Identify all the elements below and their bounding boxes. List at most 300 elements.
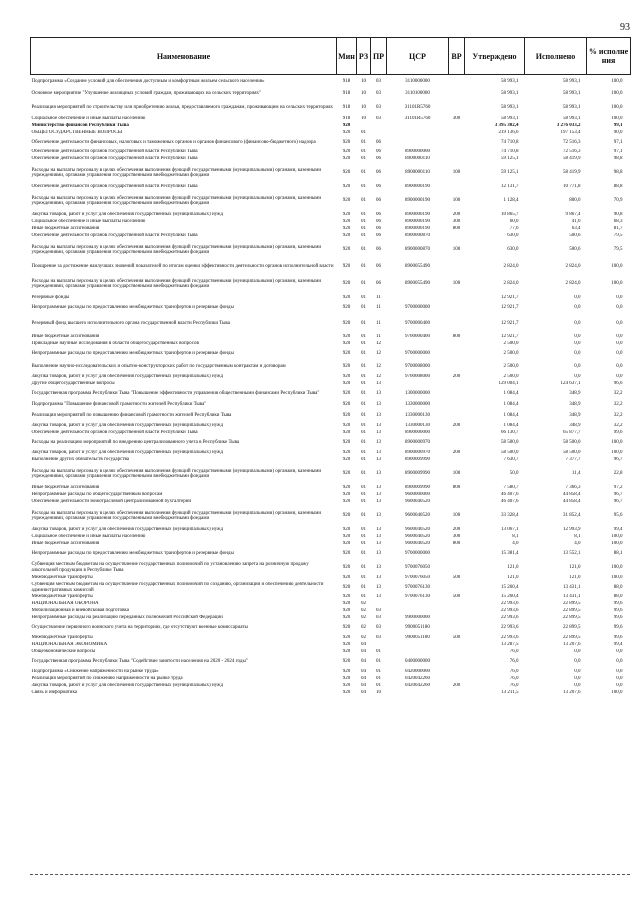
cell-csr: 9600040520: [405, 527, 430, 533]
cell-vr: [449, 315, 465, 334]
cell-min: 920: [342, 233, 351, 239]
cell-pr: 13: [376, 492, 381, 498]
cell-percent: 0,0: [616, 321, 623, 327]
cell-pr: 03: [376, 608, 381, 614]
cell-percent: 79,5: [613, 233, 623, 239]
cell-pr: 12: [376, 351, 381, 357]
cell-vr: [449, 137, 465, 149]
cell-csr: 1330000130: [405, 423, 430, 429]
cell-name: Субвенция местным бюджетам на осуществление государственных полномочий по созданию, организации и обеспечению деятельности административных комиссий: [31, 582, 324, 593]
cell-min: 920: [342, 430, 351, 436]
cell-vr: [449, 437, 465, 450]
cell-min: 920: [342, 247, 351, 253]
cell-min: 918: [342, 105, 351, 111]
cell-approved: 15 381,4: [501, 551, 519, 557]
table-row: [31, 75, 631, 88]
cell-csr: 9700000400: [405, 334, 430, 340]
cell-vr: 100: [452, 247, 461, 253]
cell-pr: 13: [376, 413, 381, 419]
table-row: [31, 123, 631, 130]
cell-percent: 96,6: [613, 381, 623, 387]
cell-approved: 22 993,6: [501, 635, 519, 641]
cell-pr: 01: [376, 676, 381, 682]
cell-pr: 13: [376, 584, 381, 590]
cell-approved: 2 824,0: [503, 264, 519, 270]
table-row: [31, 240, 631, 261]
cell-csr: 8900055490: [405, 264, 430, 270]
cell-name: Реализация мероприятий по снижению напряженности на рынке труда: [31, 676, 183, 682]
header-vr: ВР: [449, 38, 465, 75]
cell-percent: 97,1: [613, 139, 623, 145]
cell-vr: [449, 430, 465, 437]
cell-name: Резервный фонд высшего исполнительного органа государственной власти Республики Тыва: [31, 321, 230, 327]
cell-name: Мобилизационная и вневойсковая подготовка: [31, 608, 130, 614]
cell-approved: 58 993,1: [501, 91, 519, 97]
cell-percent: 100,0: [611, 281, 623, 287]
cell-name: Подпрограмма "Повышение финансовой грамотности жителей Республики Тыва": [31, 401, 207, 407]
table-row: [31, 669, 631, 676]
cell-pr: 06: [376, 264, 381, 270]
cell-executed: 22 899,5: [563, 615, 581, 621]
cell-executed: 0,0: [574, 649, 581, 655]
cell-min: 920: [342, 139, 351, 145]
cell-approved: 13 287,5: [501, 642, 519, 648]
cell-percent: 0,0: [616, 676, 623, 682]
cell-executed: 121,0: [569, 575, 581, 581]
cell-csr: 0420042260: [405, 683, 430, 689]
cell-min: 920: [342, 440, 351, 446]
cell-vr: 100: [452, 170, 461, 176]
cell-rz: 01: [361, 334, 366, 340]
cell-approved: 7 630,7: [503, 457, 519, 463]
table-row: [31, 437, 631, 450]
cell-executed: 58 419,9: [563, 156, 581, 162]
cell-min: 920: [342, 457, 351, 463]
cell-vr: [449, 561, 465, 575]
cell-percent: 100,0: [611, 116, 623, 122]
table-row: [31, 430, 631, 437]
cell-approved: 58 500,0: [501, 440, 519, 446]
cell-csr: 8900009990: [405, 485, 430, 491]
cell-name: Обеспечение деятельности межотраслевой централизованной бухгалтерии: [31, 499, 192, 505]
cell-approved: 1 084,4: [503, 423, 519, 429]
cell-pr: 03: [376, 91, 381, 97]
cell-pr: 13: [376, 471, 381, 477]
cell-min: 920: [342, 564, 351, 570]
cell-pr: 12: [376, 341, 381, 347]
cell-min: 920: [342, 295, 351, 301]
cell-csr: 8900000000: [405, 430, 430, 436]
cell-vr: 300: [452, 219, 461, 225]
cell-csr: [387, 601, 449, 608]
cell-approved: 76,0: [509, 649, 519, 655]
cell-name: Непрограммные расходы по общегосударственным вопросам: [31, 492, 163, 498]
cell-csr: 0420042260: [405, 676, 430, 682]
cell-vr: [449, 499, 465, 506]
cell-csr: 0420000000: [405, 669, 430, 675]
cell-approved: 121,0: [507, 564, 519, 570]
table-row: [31, 541, 631, 548]
cell-vr: [449, 295, 465, 302]
header-percent: % исполне ния: [587, 38, 631, 75]
cell-approved: 66 130,7: [501, 430, 519, 436]
cell-percent: 100,0: [611, 564, 623, 570]
cell-executed: 65 877,7: [563, 430, 581, 436]
cell-csr: [387, 690, 449, 697]
table-row: [31, 534, 631, 541]
cell-approved: 129 004,1: [498, 381, 519, 387]
table-row: [31, 464, 631, 485]
cell-csr: 8900009990: [405, 457, 430, 463]
cell-pr: 13: [376, 527, 381, 533]
cell-vr: 500: [452, 575, 461, 581]
cell-csr: 9700076130: [405, 584, 430, 590]
cell-approved: 7 580,7: [503, 485, 519, 491]
cell-executed: 13 431,1: [563, 594, 581, 600]
cell-pr: 10: [376, 690, 381, 696]
table-row: [31, 191, 631, 212]
cell-percent: 97,2: [613, 485, 623, 491]
cell-name: Обеспечение деятельности органов государственной власти Республики Тыва: [31, 233, 198, 239]
cell-min: 920: [342, 690, 351, 696]
table-row: [31, 274, 631, 295]
cell-rz: 04: [361, 649, 366, 655]
cell-executed: 58 500,0: [563, 440, 581, 446]
cell-executed: 44 858,4: [563, 499, 581, 505]
header-csr: ЦСР: [387, 38, 449, 75]
cell-vr: [449, 75, 465, 88]
cell-approved: 76,0: [509, 676, 519, 682]
cell-pr: 12: [376, 364, 381, 370]
cell-vr: [449, 381, 465, 388]
cell-min: 920: [342, 669, 351, 675]
cell-min: 920: [342, 551, 351, 557]
cell-name: Связь и информатика: [31, 690, 78, 696]
table-row: [31, 450, 631, 457]
cell-rz: 01: [361, 184, 366, 190]
cell-pr: 06: [376, 233, 381, 239]
cell-executed: 348,9: [569, 390, 581, 396]
cell-percent: 96,7: [613, 457, 623, 463]
cell-approved: 8,1: [512, 534, 519, 540]
cell-name: НАЦИОНАЛЬНАЯ ЭКОНОМИКА: [31, 642, 108, 648]
cell-approved: 76,0: [509, 683, 519, 689]
cell-csr: 1330000000: [405, 401, 430, 407]
table-row: [31, 485, 631, 492]
cell-rz: 01: [361, 564, 366, 570]
cell-name: Прикладные научные исследования в области общегосударственных вопросов: [31, 341, 199, 347]
budget-execution-table: [30, 37, 631, 697]
cell-csr: 9900000000: [405, 615, 430, 621]
cell-vr: 500: [452, 594, 461, 600]
cell-name: Выполнение других обязательств государства: [31, 457, 130, 463]
cell-vr: [449, 676, 465, 683]
header-pr: ПР: [371, 38, 387, 75]
cell-pr: 06: [376, 212, 381, 218]
cell-min: 920: [342, 450, 351, 456]
cell-csr: 8900000190: [405, 184, 430, 190]
cell-executed: 22 899,5: [563, 601, 581, 607]
cell-rz: 02: [361, 635, 366, 641]
cell-pr: 03: [376, 78, 381, 84]
cell-min: 920: [342, 341, 351, 347]
cell-rz: 10: [361, 91, 366, 97]
cell-vr: 300: [452, 116, 461, 122]
table-row: [31, 506, 631, 527]
cell-approved: 22 993,6: [501, 615, 519, 621]
cell-approved: 630,0: [507, 233, 519, 239]
cell-vr: 800: [452, 541, 461, 547]
cell-csr: 8900055490: [405, 281, 430, 287]
cell-percent: 100,0: [611, 690, 623, 696]
cell-vr: 100: [452, 198, 461, 204]
cell-vr: [449, 410, 465, 423]
cell-executed: 0,0: [574, 659, 581, 665]
cell-min: 920: [342, 642, 351, 648]
cell-csr: 8900000970: [405, 440, 430, 446]
table-row: [31, 622, 631, 635]
cell-vr: 100: [452, 471, 461, 477]
cell-min: 920: [342, 492, 351, 498]
cell-csr: 9700076130: [405, 594, 430, 600]
cell-vr: [449, 492, 465, 499]
cell-csr: 8900000000: [405, 149, 430, 155]
cell-rz: 01: [361, 364, 366, 370]
cell-csr: [387, 649, 449, 656]
cell-vr: [449, 341, 465, 348]
cell-rz: 01: [361, 374, 366, 380]
cell-rz: 01: [361, 247, 366, 253]
cell-percent: 70,9: [613, 198, 623, 204]
cell-pr: 01: [376, 683, 381, 689]
cell-rz: 01: [361, 584, 366, 590]
cell-vr: [449, 649, 465, 656]
cell-csr: 8900000190: [405, 198, 430, 204]
table-row: [31, 388, 631, 400]
cell-name: Обеспечение деятельности органов государственной власти Республики Тыва: [31, 149, 198, 155]
cell-min: 920: [342, 281, 351, 287]
table-row: [31, 527, 631, 534]
cell-executed: 9 867,4: [565, 212, 581, 218]
cell-rz: 04: [361, 659, 366, 665]
cell-rz: 02: [361, 601, 366, 607]
cell-approved: 12 921,7: [501, 295, 519, 301]
cell-vr: 200: [452, 527, 461, 533]
cell-min: 918: [342, 116, 351, 122]
cell-min: 920: [342, 305, 351, 311]
cell-approved: 33 328,4: [501, 513, 519, 519]
cell-executed: 8,1: [574, 534, 581, 540]
table-row: [31, 212, 631, 219]
cell-percent: 90,8: [613, 212, 623, 218]
table-row: [31, 499, 631, 506]
table-row: [31, 374, 631, 381]
cell-approved: 58 993,1: [501, 105, 519, 111]
table-row: [31, 137, 631, 149]
cell-approved: 58 993,1: [501, 116, 519, 122]
cell-rz: 01: [361, 170, 366, 176]
cell-name: Выполнение научно-исследовательских и опытно-конструкторских работ по государственным контрактам и договорам: [31, 364, 286, 370]
cell-name: Социальное обеспечение и иные выплаты населению: [31, 116, 146, 122]
cell-pr: 13: [376, 499, 381, 505]
cell-csr: 9700008000: [405, 364, 430, 370]
table-row: [31, 575, 631, 582]
cell-approved: 74 710,8: [501, 139, 519, 145]
cell-percent: 68,3: [613, 219, 623, 225]
cell-pr: 06: [376, 226, 381, 232]
cell-min: 920: [342, 625, 351, 631]
cell-vr: 200: [452, 423, 461, 429]
cell-rz: 01: [361, 594, 366, 600]
cell-percent: 100,0: [611, 264, 623, 270]
cell-vr: [449, 669, 465, 676]
table-row: [31, 423, 631, 430]
cell-executed: 13 552,1: [563, 551, 581, 557]
cell-min: 920: [342, 608, 351, 614]
cell-vr: [449, 348, 465, 361]
table-row: [31, 219, 631, 226]
cell-pr: [371, 123, 387, 130]
cell-percent: 100,0: [611, 440, 623, 446]
cell-min: 920: [342, 413, 351, 419]
table-row: [31, 226, 631, 233]
cell-percent: 98,8: [613, 170, 623, 176]
cell-approved: 2 824,0: [503, 281, 519, 287]
table-row: [31, 594, 631, 601]
table-row: [31, 381, 631, 388]
cell-vr: [449, 601, 465, 608]
cell-percent: 88,0: [613, 594, 623, 600]
cell-percent: 0,0: [616, 295, 623, 301]
cell-rz: 01: [361, 295, 366, 301]
cell-name: Другие общегосударственные вопросы: [31, 381, 115, 387]
cell-approved: 12 921,7: [501, 334, 519, 340]
cell-csr: 8900000190: [405, 219, 430, 225]
cell-vr: [449, 457, 465, 464]
table-row: [31, 88, 631, 101]
cell-rz: 01: [361, 219, 366, 225]
cell-rz: 01: [361, 305, 366, 311]
cell-vr: 100: [452, 281, 461, 287]
cell-min: 920: [342, 264, 351, 270]
cell-executed: 0,0: [574, 683, 581, 689]
table-row: [31, 582, 631, 594]
cell-vr: [449, 608, 465, 615]
cell-percent: 96,7: [613, 492, 623, 498]
cell-min: 918: [342, 78, 351, 84]
cell-name: Расходы на выплаты персоналу в целях обеспечения выполнения функций государственными (муниципальными) органами, казенными учреждениями, органами управления государственными внебюджетными фондами: [31, 195, 322, 206]
cell-percent: 95,6: [613, 513, 623, 519]
cell-min: 920: [342, 364, 351, 370]
table-row: [31, 361, 631, 374]
cell-rz: 01: [361, 226, 366, 232]
cell-percent: 0,0: [616, 364, 623, 370]
cell-csr: 9600040520: [405, 534, 430, 540]
cell-min: 920: [342, 184, 351, 190]
cell-percent: 0,0: [616, 374, 623, 380]
cell-csr: [387, 137, 449, 149]
cell-pr: 11: [376, 334, 381, 340]
table-row: [31, 149, 631, 156]
cell-pr: 13: [376, 485, 381, 491]
cell-percent: 90,0: [613, 130, 623, 136]
cell-name: Непрограммные расходы по предоставлению межбюджетных трансфертов и резервные фонды: [31, 551, 234, 557]
cell-rz: 01: [361, 534, 366, 540]
cell-executed: 13 207,6: [563, 690, 581, 696]
cell-pr: 13: [376, 430, 381, 436]
cell-rz: 01: [361, 471, 366, 477]
cell-rz: 01: [361, 390, 366, 396]
cell-vr: [449, 123, 465, 130]
cell-name: Межбюджетные трансферты: [31, 594, 93, 600]
cell-percent: 100,0: [611, 541, 623, 547]
table-row: [31, 561, 631, 575]
cell-percent: 99,1: [613, 123, 623, 129]
cell-vr: 200: [452, 374, 461, 380]
cell-csr: 9700076050: [405, 575, 430, 581]
cell-min: 920: [342, 198, 351, 204]
cell-rz: 01: [361, 551, 366, 557]
header-name: Наименование: [31, 38, 337, 75]
cell-name: Закупка товаров, работ и услуг для обеспечения государственных (муниципальных) нужд: [31, 423, 224, 429]
cell-rz: 04: [361, 690, 366, 696]
cell-executed: 11,4: [571, 471, 581, 477]
cell-percent: 88,8: [613, 184, 623, 190]
cell-min: 920: [342, 513, 351, 519]
cell-percent: 97,1: [613, 149, 623, 155]
cell-pr: 06: [376, 149, 381, 155]
cell-vr: [449, 400, 465, 410]
table-row: [31, 457, 631, 464]
cell-rz: [357, 123, 371, 130]
cell-percent: 99,6: [613, 635, 623, 641]
cell-pr: 03: [376, 105, 381, 111]
cell-rz: 04: [361, 642, 366, 648]
table-row: [31, 649, 631, 656]
cell-executed: 0,0: [574, 334, 581, 340]
cell-pr: 13: [376, 450, 381, 456]
cell-name: Иные бюджетные ассигнования: [31, 334, 100, 340]
cell-min: 920: [342, 534, 351, 540]
cell-approved: 13 067,1: [501, 527, 519, 533]
cell-pr: 13: [376, 390, 381, 396]
cell-min: 920: [342, 594, 351, 600]
cell-name: Поощрение за достижение наилучших значений показателей по итогам оценки эффективности деятельности органов исполнительной власти: [31, 264, 334, 270]
cell-vr: 300: [452, 534, 461, 540]
cell-name: Реализация мероприятий по повышению финансовой грамотности жителей Республики Тыва: [31, 413, 232, 419]
cell-name: Закупка товаров, работ и услуг для обеспечения государственных (муниципальных) нужд: [31, 683, 224, 689]
cell-rz: 01: [361, 139, 366, 145]
cell-approved: 46 407,6: [501, 492, 519, 498]
cell-csr: 8900000970: [405, 450, 430, 456]
table-row: [31, 410, 631, 423]
table-row: [31, 101, 631, 116]
cell-min: 920: [342, 381, 351, 387]
cell-name: Подпрограмма «Создание условий для обеспечения доступным и комфортным жильем сельского населения»: [31, 78, 265, 84]
cell-approved: 2 500,0: [503, 364, 519, 370]
cell-min: 920: [342, 401, 351, 407]
cell-approved: 2 500,0: [503, 341, 519, 347]
header-executed: Исполнено: [525, 38, 587, 75]
cell-executed: 348,9: [569, 401, 581, 407]
cell-pr: 13: [376, 594, 381, 600]
cell-rz: 01: [361, 450, 366, 456]
cell-pr: 13: [376, 401, 381, 407]
cell-rz: 01: [361, 430, 366, 436]
cell-executed: 0,0: [574, 295, 581, 301]
cell-min: 920: [342, 212, 351, 218]
cell-vr: [449, 548, 465, 561]
